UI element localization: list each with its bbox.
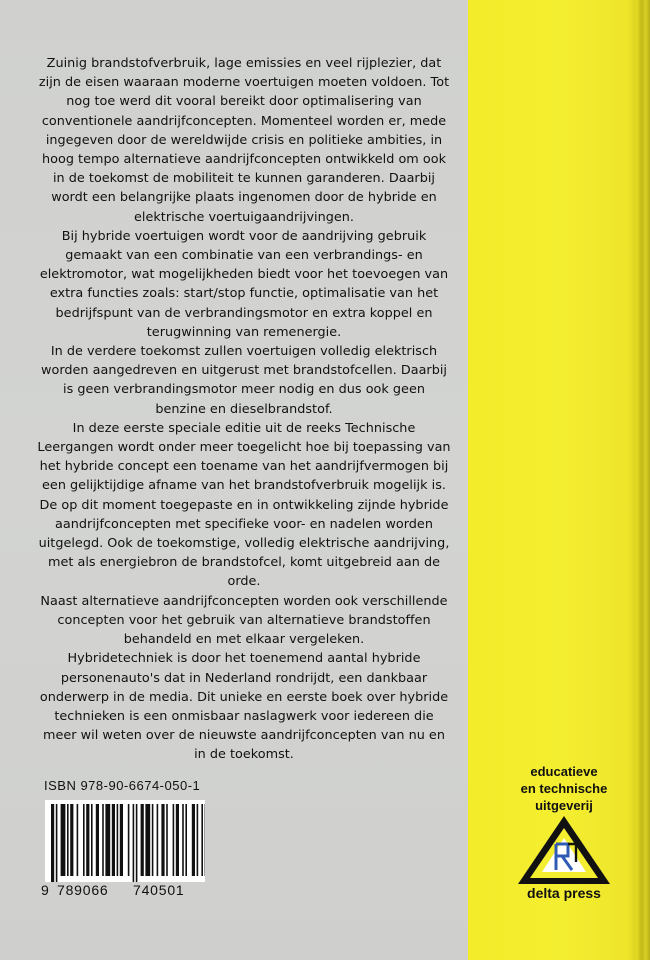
publisher-tagline-line: en technische — [520, 781, 608, 796]
publisher-tagline-line: educatieve — [530, 764, 598, 779]
delta-logo-icon — [516, 814, 612, 890]
blurb-paragraph: Bij hybride voertuigen wordt voor de aandrijving gebruik gemaakt van een combinatie van een verbrandings- en elektromotor, wat mogelijkheden biedt voor het toevoegen van extra functies zoals: start/stop functie, optimalisatie van het bedrijfspunt van de verbrandingsmotor en extra koppel en terugwinning van remenergie. — [39, 228, 449, 340]
blurb-paragraph: In deze eerste speciale editie uit de reeks Technische Leergangen wordt onder meer toegelicht hoe bij toepassing van het hybride concept een toename van het aandrijfvermogen bij een gelijktijdige afname van het brandstofverbruik mogelijk is. De op dit moment toegepaste en in ontwikkeling zijnde hybride aandrijfconcepten met specifieke voor- en nadelen worden uitgelegd. Ook de toekomstige, volledig elektrische aandrijving, met als energiebron de brandstofcel, komt uitgebreid aan de orde. — [37, 420, 451, 590]
barcode-bars — [45, 800, 205, 882]
barcode-digit-group-right: 740501 — [133, 882, 185, 898]
spine-edge — [636, 0, 650, 960]
blurb-paragraph: Naast alternatieve aandrijfconcepten worden ook verschillende concepten voor het gebruik van alternatieve brandstoffen behandeld en met elkaar vergeleken. — [40, 593, 448, 648]
publisher-tagline — [504, 763, 624, 814]
blurb-text — [36, 54, 452, 765]
blurb-paragraph: In de verdere toekomst zullen voertuigen volledig elektrisch worden aangedreven en uitgerust met brandstofcellen. Daarbij is geen verbrandingsmotor meer nodig en dus ook geen benzine en dieselbrandstof. — [40, 344, 448, 417]
barcode — [45, 800, 205, 882]
blurb-paragraph: Zuinig brandstofverbruik, lage emissies en veel rijplezier, dat zijn de eisen waaraan moderne voertuigen moeten voldoen. Tot nog toe werd dit vooral bereikt door optimalisering van conventionele aandrijfconcepten. Momenteel worden er, mede ingegeven door de wereldwijde crisis en politieke ambities, in hoog tempo alternatieve aandrijfconcepten ontwikkeld om ook in de toekomst de mobiliteit te kunnen garanderen. Daarbij wordt een belangrijke plaats ingenomen door de hybride en elektrische voertuigaandrijvingen. — [38, 56, 450, 225]
publisher-tagline-line: uitgeverij — [535, 798, 593, 813]
blurb-paragraph: Hybridetechniek is door het toenemend aantal hybride personenauto's dat in Nederland rondrijdt, een dankbaar onderwerp in de media. Dit unieke en eerste boek over hybride technieken is een onmisbaar naslagwerk voor iedereen die meer wil weten over de nieuwste aandrijfconcepten van nu en in de toekomst. — [39, 651, 449, 763]
isbn-label: ISBN 978-90-6674-050-1 — [44, 778, 201, 793]
publisher-name: delta press — [527, 885, 601, 901]
barcode-digit-group-left: 789066 — [57, 882, 109, 898]
barcode-digit-first: 9 — [41, 882, 50, 898]
